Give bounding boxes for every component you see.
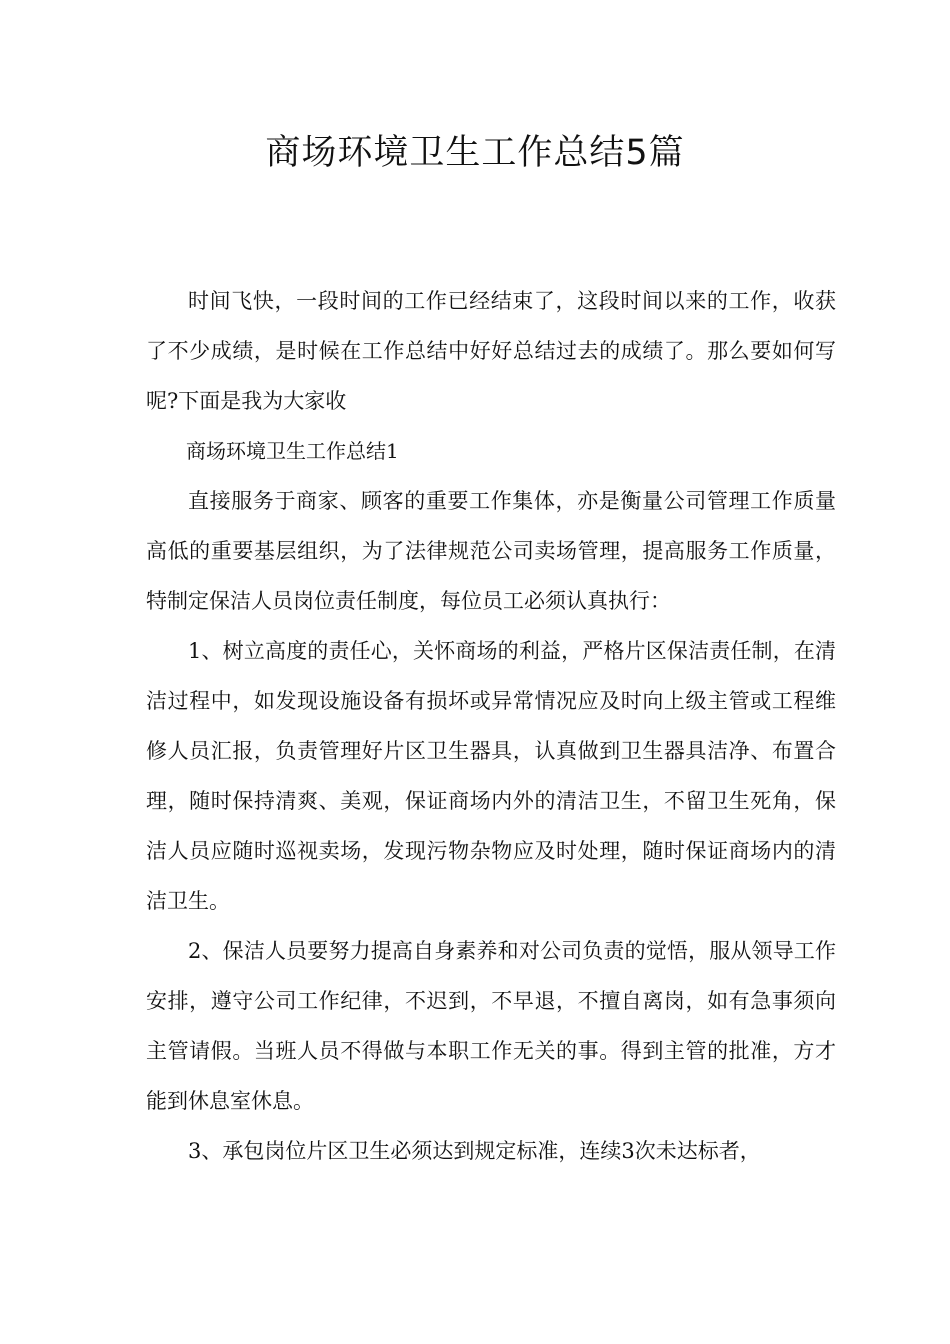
body-paragraph: 3、承包岗位片区卫生必须达到规定标准，连续3次未达标者， xyxy=(188,1139,761,1163)
document-body xyxy=(146,276,836,1176)
body-paragraph: 1、树立高度的责任心，关怀商场的利益，严格片区保洁责任制，在清洁过程中，如发现设施设备有损坏或异常情况应及时向上级主管或工程维修人员汇报，负责管理好片区卫生器具，认真做到卫生器具洁净、布置合理，随时保持清爽、美观，保证商场内外的清洁卫生，不留卫生死角，保洁人员应随时巡视卖场，发现污物杂物应及时处理，随时保证商场内的清洁卫生。 xyxy=(146,639,836,913)
body-paragraph: 直接服务于商家、顾客的重要工作集体，亦是衡量公司管理工作质量高低的重要基层组织，为了法律规范公司卖场管理，提高服务工作质量，特制定保洁人员岗位责任制度，每位员工必须认真执行： xyxy=(146,489,836,613)
body-paragraph: 2、保洁人员要努力提高自身素养和对公司负责的觉悟，服从领导工作安排，遵守公司工作纪律，不迟到，不早退，不擅自离岗，如有急事须向主管请假。当班人员不得做与本职工作无关的事。得到主管的批准，方才能到休息室休息。 xyxy=(146,939,836,1113)
section-heading: 商场环境卫生工作总结1 xyxy=(186,439,399,463)
document-title: 商场环境卫生工作总结5篇 xyxy=(265,133,685,173)
intro-paragraph: 时间飞快，一段时间的工作已经结束了，这段时间以来的工作，收获了不少成绩，是时候在工作总结中好好总结过去的成绩了。那么要如何写呢?下面是我为大家收 xyxy=(146,289,836,413)
